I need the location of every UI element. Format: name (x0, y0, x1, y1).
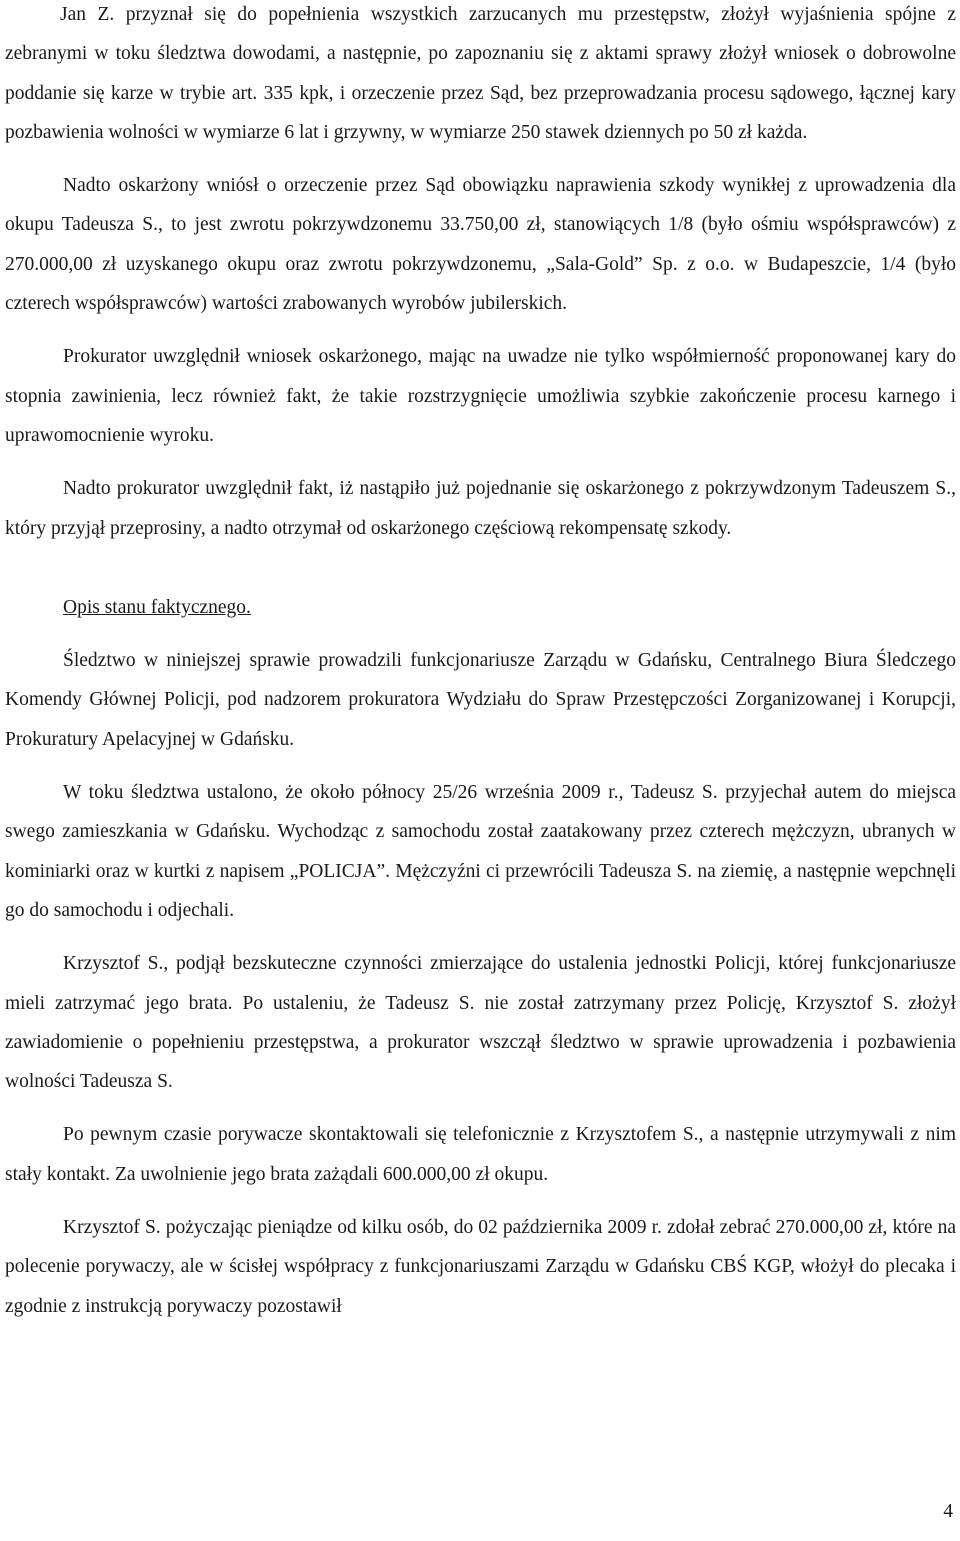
paragraph-prosecutor-consideration: Prokurator uwzględnił wniosek oskarżonego, mając na uwadze nie tylko współmierność proponowanej kary do stopnia zawinienia, lecz również fakt, że takie rozstrzygnięcie umożliwia szybkie zakończenie procesu karnego i uprawomocnienie wyroku. (5, 346, 956, 446)
paragraph-investigation: Śledztwo w niniejszej sprawie prowadzili funkcjonariusze Zarządu w Gdańsku, Centralnego Biura Śledczego Komendy Głównej Policji, pod nadzorem prokuratora Wydziału do Spraw Przestępczości Zorganizowanej i Korupcji, Prokuratury Apelacyjnej w Gdańsku. (5, 650, 956, 750)
page-number: 4 (943, 1501, 953, 1522)
document-page (5, 0, 956, 1541)
paragraph-abduction: W toku śledztwa ustalono, że około północy 25/26 września 2009 r., Tadeusz S. przyjechał autem do miejsca swego zamieszkania w Gdańsku. Wychodząc z samochodu został zaatakowany przez czterech mężczyzn, ubranych w kominiarki oraz w kurtki z napisem „POLICJA”. Mężczyźni ci przewrócili Tadeusza S. na ziemię, a następnie wepchnęli go do samochodu i odjechali. (5, 782, 956, 921)
paragraph-reconciliation: Nadto prokurator uwzględnił fakt, iż nastąpiło już pojednanie się oskarżonego z pokrzywdzonym Tadeuszem S., który przyjął przeprosiny, a nadto otrzymał od oskarżonego częściową rekompensatę szkody. (5, 478, 956, 539)
paragraph-damages-motion: Nadto oskarżony wniósł o orzeczenie przez Sąd obowiązku naprawienia szkody wynikłej z uprowadzenia dla okupu Tadeusza S., to jest zwrotu pokrzywdzonemu 33.750,00 zł, stanowiących 1/8 (było ośmiu współsprawców) z 270.000,00 zł uzyskanego okupu oraz zwrotu pokrzywdzonemu, „Sala-Gold” Sp. z o.o. w Budapeszcie, 1/4 (było czterech współsprawców) wartości zrabowanych wyrobów jubilerskich. (5, 175, 956, 315)
paragraph-brother-actions: Krzysztof S., podjął bezskuteczne czynności zmierzające do ustalenia jednostki Policji, której funkcjonariusze mieli zatrzymać jego brata. Po ustaleniu, że Tadeusz S. nie został zatrzymany przez Policję, Krzysztof S. złożył zawiadomienie o popełnieniu przestępstwa, a prokurator wszczął śledztwo w sprawie uprowadzenia i pozbawienia wolności Tadeusza S. (5, 953, 956, 1093)
paragraph-confession: Jan Z. przyznał się do popełnienia wszystkich zarzucanych mu przestępstw, złożył wyjaśnienia spójne z zebranymi w toku śledztwa dowodami, a następnie, po zapoznaniu się z aktami sprawy złożył wniosek o dobrowolne poddanie się karze w trybie art. 335 kpk, i orzeczenie przez Sąd, bez przeprowadzania procesu sądowego, łącznej kary pozbawienia wolności w wymiarze 6 lat i grzywny, w wymiarze 250 stawek dziennych po 50 zł każda. (5, 4, 956, 143)
section-heading: Opis stanu faktycznego. (63, 596, 251, 618)
paragraph-ransom-demand: Po pewnym czasie porywacze skontaktowali się telefonicznie z Krzysztofem S., a następnie utrzymywali z nim stały kontakt. Za uwolnienie jego brata zażądali 600.000,00 zł okupu. (5, 1124, 956, 1185)
paragraph-ransom-collection: Krzysztof S. pożyczając pieniądze od kilku osób, do 02 października 2009 r. zdołał zebrać 270.000,00 zł, które na polecenie porywaczy, ale w ścisłej współpracy z funkcjonariuszami Zarządu w Gdańsku CBŚ KGP, włożył do plecaka i zgodnie z instrukcją porywaczy pozostawił (5, 1217, 956, 1317)
